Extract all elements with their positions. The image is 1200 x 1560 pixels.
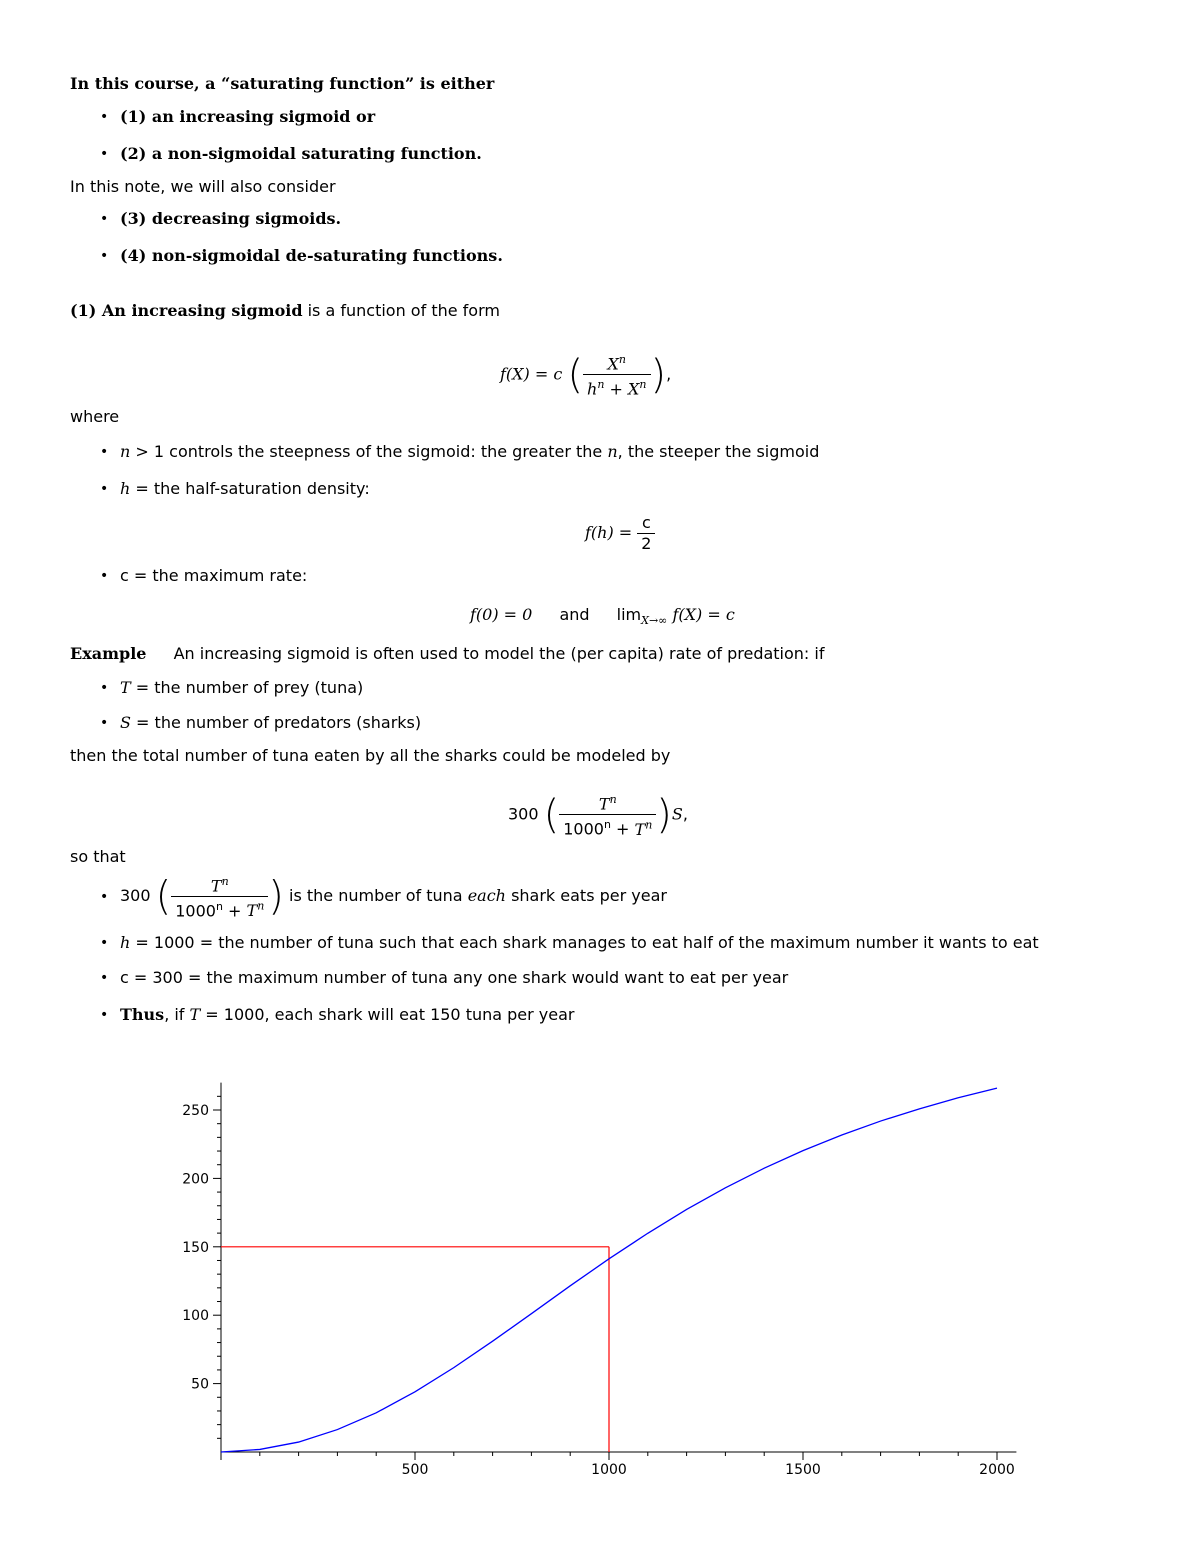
bullet-icon: • xyxy=(100,248,109,264)
bullet-S: S = the number of predators (sharks) xyxy=(120,713,422,732)
intro-item-3: (3) decreasing sigmoids. xyxy=(120,209,342,228)
intro-line: In this course, a “saturating function” is either xyxy=(70,74,495,93)
bullet-T: T = the number of prey (tuna) xyxy=(120,678,364,697)
y-tick-label: 250 xyxy=(182,1103,209,1119)
x-tick-label: 500 xyxy=(401,1462,429,1478)
example-label: Example xyxy=(70,644,147,663)
bullet-icon: • xyxy=(100,146,109,162)
sigmoid-chart xyxy=(0,1060,1200,1560)
limit-formula: f(0) = 0 and $\lim_{X\to\infty} f(X) = c$ xyxy=(470,605,735,628)
bullet-icon: • xyxy=(100,680,109,696)
intro-item-2: (2) a non-sigmoidal saturating function. xyxy=(120,144,482,163)
bullet-icon: • xyxy=(100,444,109,460)
intro-item-4: (4) non-sigmoidal de-saturating functions. xyxy=(120,246,503,265)
then-line: then the total number of tuna eaten by all the sharks could be modeled by xyxy=(70,746,671,765)
x-tick-label: 1000 xyxy=(591,1462,627,1478)
bullet-thus: Thus, if T = 1000, each shark will eat 150 tuna per year xyxy=(120,1005,575,1024)
y-tick-label: 150 xyxy=(182,1239,209,1256)
bullet-icon: • xyxy=(100,109,109,125)
bullet-icon: • xyxy=(100,715,109,731)
section-heading-bold: (1) An increasing sigmoid xyxy=(70,301,303,320)
bullet-icon: • xyxy=(100,481,109,497)
total-formula: 300 ( $\frac{T^n}{1000^n + T^n}$ )S, xyxy=(508,791,688,839)
bullet-h: h = the half-saturation density: xyxy=(120,479,370,498)
intro-note: In this note, we will also consider xyxy=(70,177,336,196)
bullet-icon: • xyxy=(100,568,109,584)
bullet-c: c = the maximum rate: xyxy=(120,566,308,585)
bullet-icon: • xyxy=(100,935,109,951)
sigmoid-formula: f(X) = c ( $\frac{X^n}{h^n + X^n}$ ), xyxy=(500,351,672,399)
bullet-icon: • xyxy=(100,970,109,986)
bullet-per-shark: 300 ( $\frac{T^n}{1000^n + T^n}$ ) is the number of tuna each shark eats per year xyxy=(120,873,667,921)
bullet-c-300: c = 300 = the maximum number of tuna any one shark would want to eat per year xyxy=(120,968,789,987)
y-tick-label: 50 xyxy=(191,1376,209,1393)
bullet-h-1000: h = 1000 = the number of tuna such that each shark manages to eat half of the maximum number it wants to eat xyxy=(120,933,1039,952)
bullet-icon: • xyxy=(100,211,109,227)
half-saturation-formula: f(h) = $\frac{c}{2}$ xyxy=(585,512,655,554)
where-label: where xyxy=(70,407,120,426)
example-line: Example An increasing sigmoid is often used to model the (per capita) rate of predation: if xyxy=(70,644,825,663)
y-tick-label: 200 xyxy=(182,1171,209,1188)
bullet-icon: • xyxy=(100,889,109,905)
section-heading-rest: is a function of the form xyxy=(302,301,500,320)
x-tick-label: 2000 xyxy=(979,1462,1015,1478)
y-tick-label: 100 xyxy=(182,1308,209,1325)
section-heading xyxy=(70,301,500,321)
bullet-n: n > 1 controls the steepness of the sigmoid: the greater the n, the steeper the sigmoid xyxy=(120,442,820,461)
intro-item-1: (1) an increasing sigmoid or xyxy=(120,107,376,126)
so-that: so that xyxy=(70,847,126,866)
x-tick-label: 1500 xyxy=(785,1462,821,1478)
formula-num: X xyxy=(607,354,619,374)
bullet-icon: • xyxy=(100,1007,109,1023)
formula-den: h xyxy=(587,379,598,399)
formula-lhs: f(X) = c xyxy=(500,364,563,384)
